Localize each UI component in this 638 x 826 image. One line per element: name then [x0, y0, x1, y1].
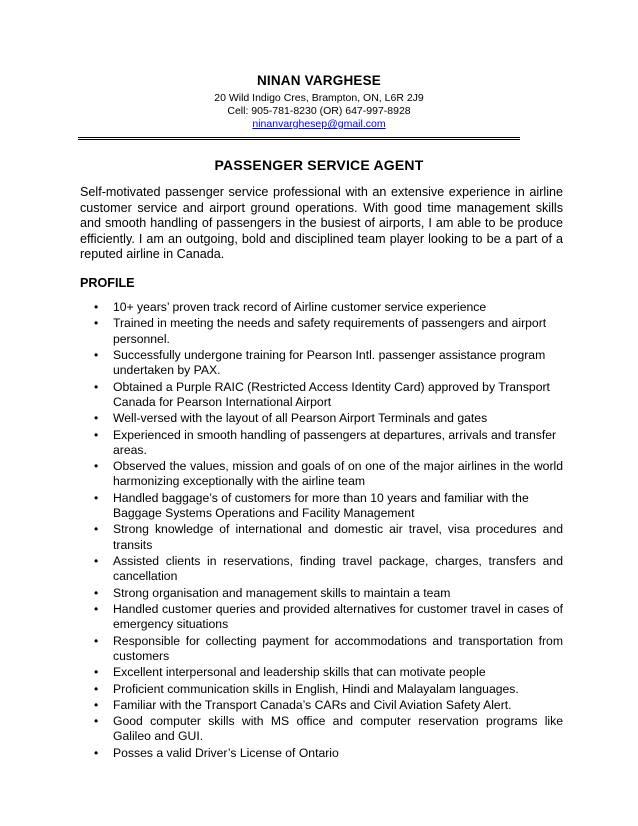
bullet-icon: •: [94, 316, 99, 331]
list-item: [80, 634, 563, 664]
list-item: [80, 746, 563, 761]
list-item: [80, 522, 563, 552]
profile-list: [80, 300, 563, 762]
list-item: [80, 348, 563, 378]
bullet-icon: •: [94, 633, 99, 648]
list-item: [80, 316, 563, 346]
list-item-text: Trained in meeting the needs and safety requirements of passengers and airport personnel.: [113, 316, 547, 346]
list-item: [80, 411, 563, 426]
list-item-text: Proficient communication skills in English, Hindi and Malayalam languages.: [113, 681, 519, 696]
list-item: [80, 300, 563, 315]
bullet-icon: •: [94, 427, 99, 442]
bullet-icon: •: [94, 459, 99, 474]
list-item-text: Assisted clients in reservations, finding travel package, charges, transfers and cancellation: [113, 553, 563, 584]
list-item: [80, 491, 563, 521]
list-item: [80, 554, 563, 584]
bullet-icon: •: [94, 697, 99, 712]
list-item-text: Posses a valid Driver’s License of Ontario: [113, 745, 339, 760]
bullet-icon: •: [94, 601, 99, 616]
list-item: [80, 380, 563, 410]
list-item-text: Observed the values, mission and goals of on one of the major airlines in the world harmonizing exceptionally with the airline team: [113, 459, 563, 489]
list-item-text: Excellent interpersonal and leadership skills that can motivate people: [113, 665, 486, 680]
header-divider-lower: [78, 139, 520, 140]
bullet-icon: •: [94, 411, 99, 426]
list-item: [80, 428, 563, 458]
bullet-icon: •: [94, 745, 99, 760]
phone-line: Cell: 905-781-8230 (OR) 647-997-8928: [227, 105, 411, 117]
list-item-text: Successfully undergone training for Pearson Intl. passenger assistance program undertaken by PAX.: [113, 347, 546, 378]
list-item: [80, 714, 563, 744]
email-link[interactable]: ninanvarghesep@gmail.com: [252, 118, 386, 130]
bullet-icon: •: [94, 665, 99, 680]
bullet-icon: •: [94, 553, 99, 568]
list-item-text: Familiar with the Transport Canada’s CARs and Civil Aviation Safety Alert.: [113, 697, 512, 712]
bullet-icon: •: [94, 490, 99, 505]
profile-heading: PROFILE: [80, 276, 135, 290]
bullet-icon: •: [94, 522, 99, 537]
bullet-icon: •: [94, 585, 99, 600]
job-title: PASSENGER SERVICE AGENT: [214, 157, 424, 173]
list-item: [80, 586, 563, 601]
list-item: [80, 682, 563, 697]
list-item-text: Obtained a Purple RAIC (Restricted Access Identity Card) approved by Transport Canada for Pearson International Airport: [113, 379, 550, 409]
list-item-text: Strong organisation and management skills to maintain a team: [113, 585, 451, 600]
list-item: [80, 602, 563, 632]
summary-paragraph: Self-motivated passenger service professional with an extensive experience in airline customer service and airport ground operations. With good time management skills and smooth handling of passengers in the busiest of airports, I am able to be produce efficiently. I am an outgoing, bold and disciplined team player looking to be a part of a reputed airline in Canada.: [80, 185, 563, 261]
bullet-icon: •: [94, 347, 99, 362]
bullet-icon: •: [94, 714, 99, 729]
bullet-icon: •: [94, 379, 99, 394]
list-item-text: Strong knowledge of international and domestic air travel, visa procedures and transits: [113, 522, 563, 552]
list-item-text: Handled customer queries and provided alternatives for customer travel in cases of emergency situations: [113, 601, 563, 632]
list-item-text: Good computer skills with MS office and computer reservation programs like Galileo and GUI.: [113, 714, 563, 744]
list-item-text: 10+ years’ proven track record of Airline customer service experience: [113, 300, 487, 314]
bullet-icon: •: [94, 300, 99, 314]
address-line: 20 Wild Indigo Cres, Brampton, ON, L6R 2J9: [214, 92, 424, 104]
list-item-text: Experienced in smooth handling of passengers at departures, arrivals and transfer areas.: [113, 427, 557, 457]
list-item: [80, 698, 563, 713]
header-divider: [78, 137, 520, 138]
list-item: [80, 665, 563, 680]
email-line: [0, 118, 638, 131]
candidate-name: NINAN VARGHESE: [256, 73, 382, 88]
bullet-icon: •: [94, 681, 99, 696]
list-item-text: Responsible for collecting payment for accommodations and transportation from customers: [113, 633, 563, 663]
list-item-text: Handled baggage’s of customers for more than 10 years and familiar with the Baggage Systems Operations and Facility Management: [113, 490, 529, 520]
list-item: [80, 459, 563, 489]
list-item-text: Well-versed with the layout of all Pearson Airport Terminals and gates: [113, 411, 488, 426]
